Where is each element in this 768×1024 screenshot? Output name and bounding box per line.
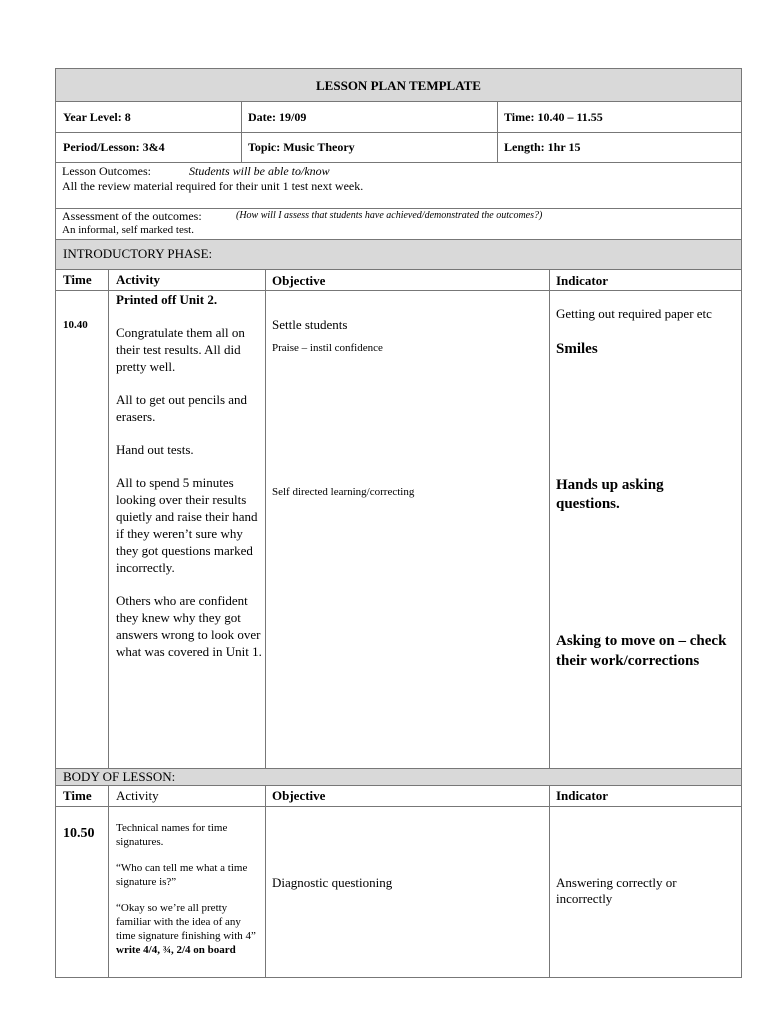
header-row-1 (56, 102, 741, 133)
divider (241, 133, 242, 162)
divider (108, 786, 109, 806)
activity-item: Congratulate them all on their test results. All did pretty well. (116, 325, 245, 374)
body-indicator: Answering correctly or incorrectly (556, 875, 677, 906)
divider (549, 270, 550, 290)
activity-item: Others who are confident they knew why they got answers wrong to look over what was covered in Unit 1. (116, 593, 262, 659)
outcomes-prompt: Students will be able to/know (189, 164, 330, 178)
assessment-label: Assessment of the outcomes: (62, 209, 202, 223)
body-activity (116, 821, 262, 957)
intro-heading: INTRODUCTORY PHASE: (63, 246, 213, 261)
body-heading-row (56, 769, 741, 786)
body-time: 10.50 (63, 826, 95, 841)
divider (108, 807, 109, 977)
divider (265, 786, 266, 806)
col-time: Time (63, 272, 92, 287)
indicator-item: Smiles (556, 341, 598, 357)
activity-item: All to spend 5 minutes looking over their results quietly and raise their hand if they weren’t sure why they got questions marked incorrectly. (116, 475, 258, 575)
objective-item: Self directed learning/correcting (272, 486, 415, 498)
assessment-prompt: (How will I assess that students have achieved/demonstrated the outcomes?) (236, 210, 543, 221)
assessment-text: An informal, self marked test. (62, 224, 194, 236)
year-level: Year Level: 8 (63, 110, 131, 124)
col-time: Time (63, 788, 92, 803)
col-indicator: Indicator (556, 273, 608, 288)
activity-item: “Who can tell me what a time signature is?” (116, 862, 248, 888)
divider (108, 291, 109, 768)
divider (265, 807, 266, 977)
activity-instruction: write 4/4, ¾, 2/4 on board (116, 944, 236, 956)
divider (108, 270, 109, 290)
activity-item: Printed off Unit 2. (116, 292, 218, 307)
divider (549, 786, 550, 806)
topic: Topic: Music Theory (248, 140, 355, 154)
divider (265, 291, 266, 768)
col-activity: Activity (116, 272, 161, 287)
outcomes-label: Lesson Outcomes: (62, 164, 151, 178)
lesson-plan-table (55, 68, 742, 978)
time: Time: 10.40 – 11.55 (504, 110, 603, 124)
col-indicator: Indicator (556, 788, 608, 803)
assessment-row (56, 209, 741, 240)
indicator-item: Asking to move on – check their work/corrections (556, 633, 727, 669)
body-heading: BODY OF LESSON: (63, 769, 176, 784)
col-objective: Objective (272, 273, 326, 288)
indicator-item: Getting out required paper etc (556, 306, 712, 321)
intro-activity (116, 291, 262, 660)
date: Date: 19/09 (248, 110, 307, 124)
indicator-item: Hands up asking questions. (556, 477, 664, 512)
period: Period/Lesson: 3&4 (63, 140, 165, 154)
objective-item: Praise – instil confidence (272, 342, 383, 354)
outcomes-text: All the review material required for their unit 1 test next week. (62, 179, 364, 193)
body-column-headers (56, 786, 741, 807)
body-objective: Diagnostic questioning (272, 875, 393, 890)
intro-content-row (56, 291, 741, 769)
col-objective: Objective (272, 788, 326, 803)
activity-item (116, 901, 262, 957)
body-content-row (56, 807, 741, 977)
divider (265, 270, 266, 290)
intro-heading-row (56, 240, 741, 270)
col-activity: Activity (116, 788, 159, 803)
activity-item: All to get out pencils and erasers. (116, 392, 248, 424)
intro-column-headers (56, 270, 741, 291)
length: Length: 1hr 15 (504, 140, 581, 154)
header-row-2 (56, 133, 741, 163)
divider (497, 133, 498, 162)
objective-item: Settle students (272, 317, 348, 332)
title-row (56, 69, 741, 102)
intro-time: 10.40 (63, 319, 88, 331)
divider (549, 807, 550, 977)
page-title: LESSON PLAN TEMPLATE (316, 78, 481, 93)
outcomes-row (56, 163, 741, 209)
divider (549, 291, 550, 768)
divider (497, 102, 498, 132)
activity-item: Technical names for time signatures. (116, 822, 228, 848)
activity-quote: “Okay so we’re all pretty familiar with the idea of any time signature finishing with 4” (116, 902, 256, 942)
divider (241, 102, 242, 132)
activity-item: Hand out tests. (116, 442, 194, 457)
